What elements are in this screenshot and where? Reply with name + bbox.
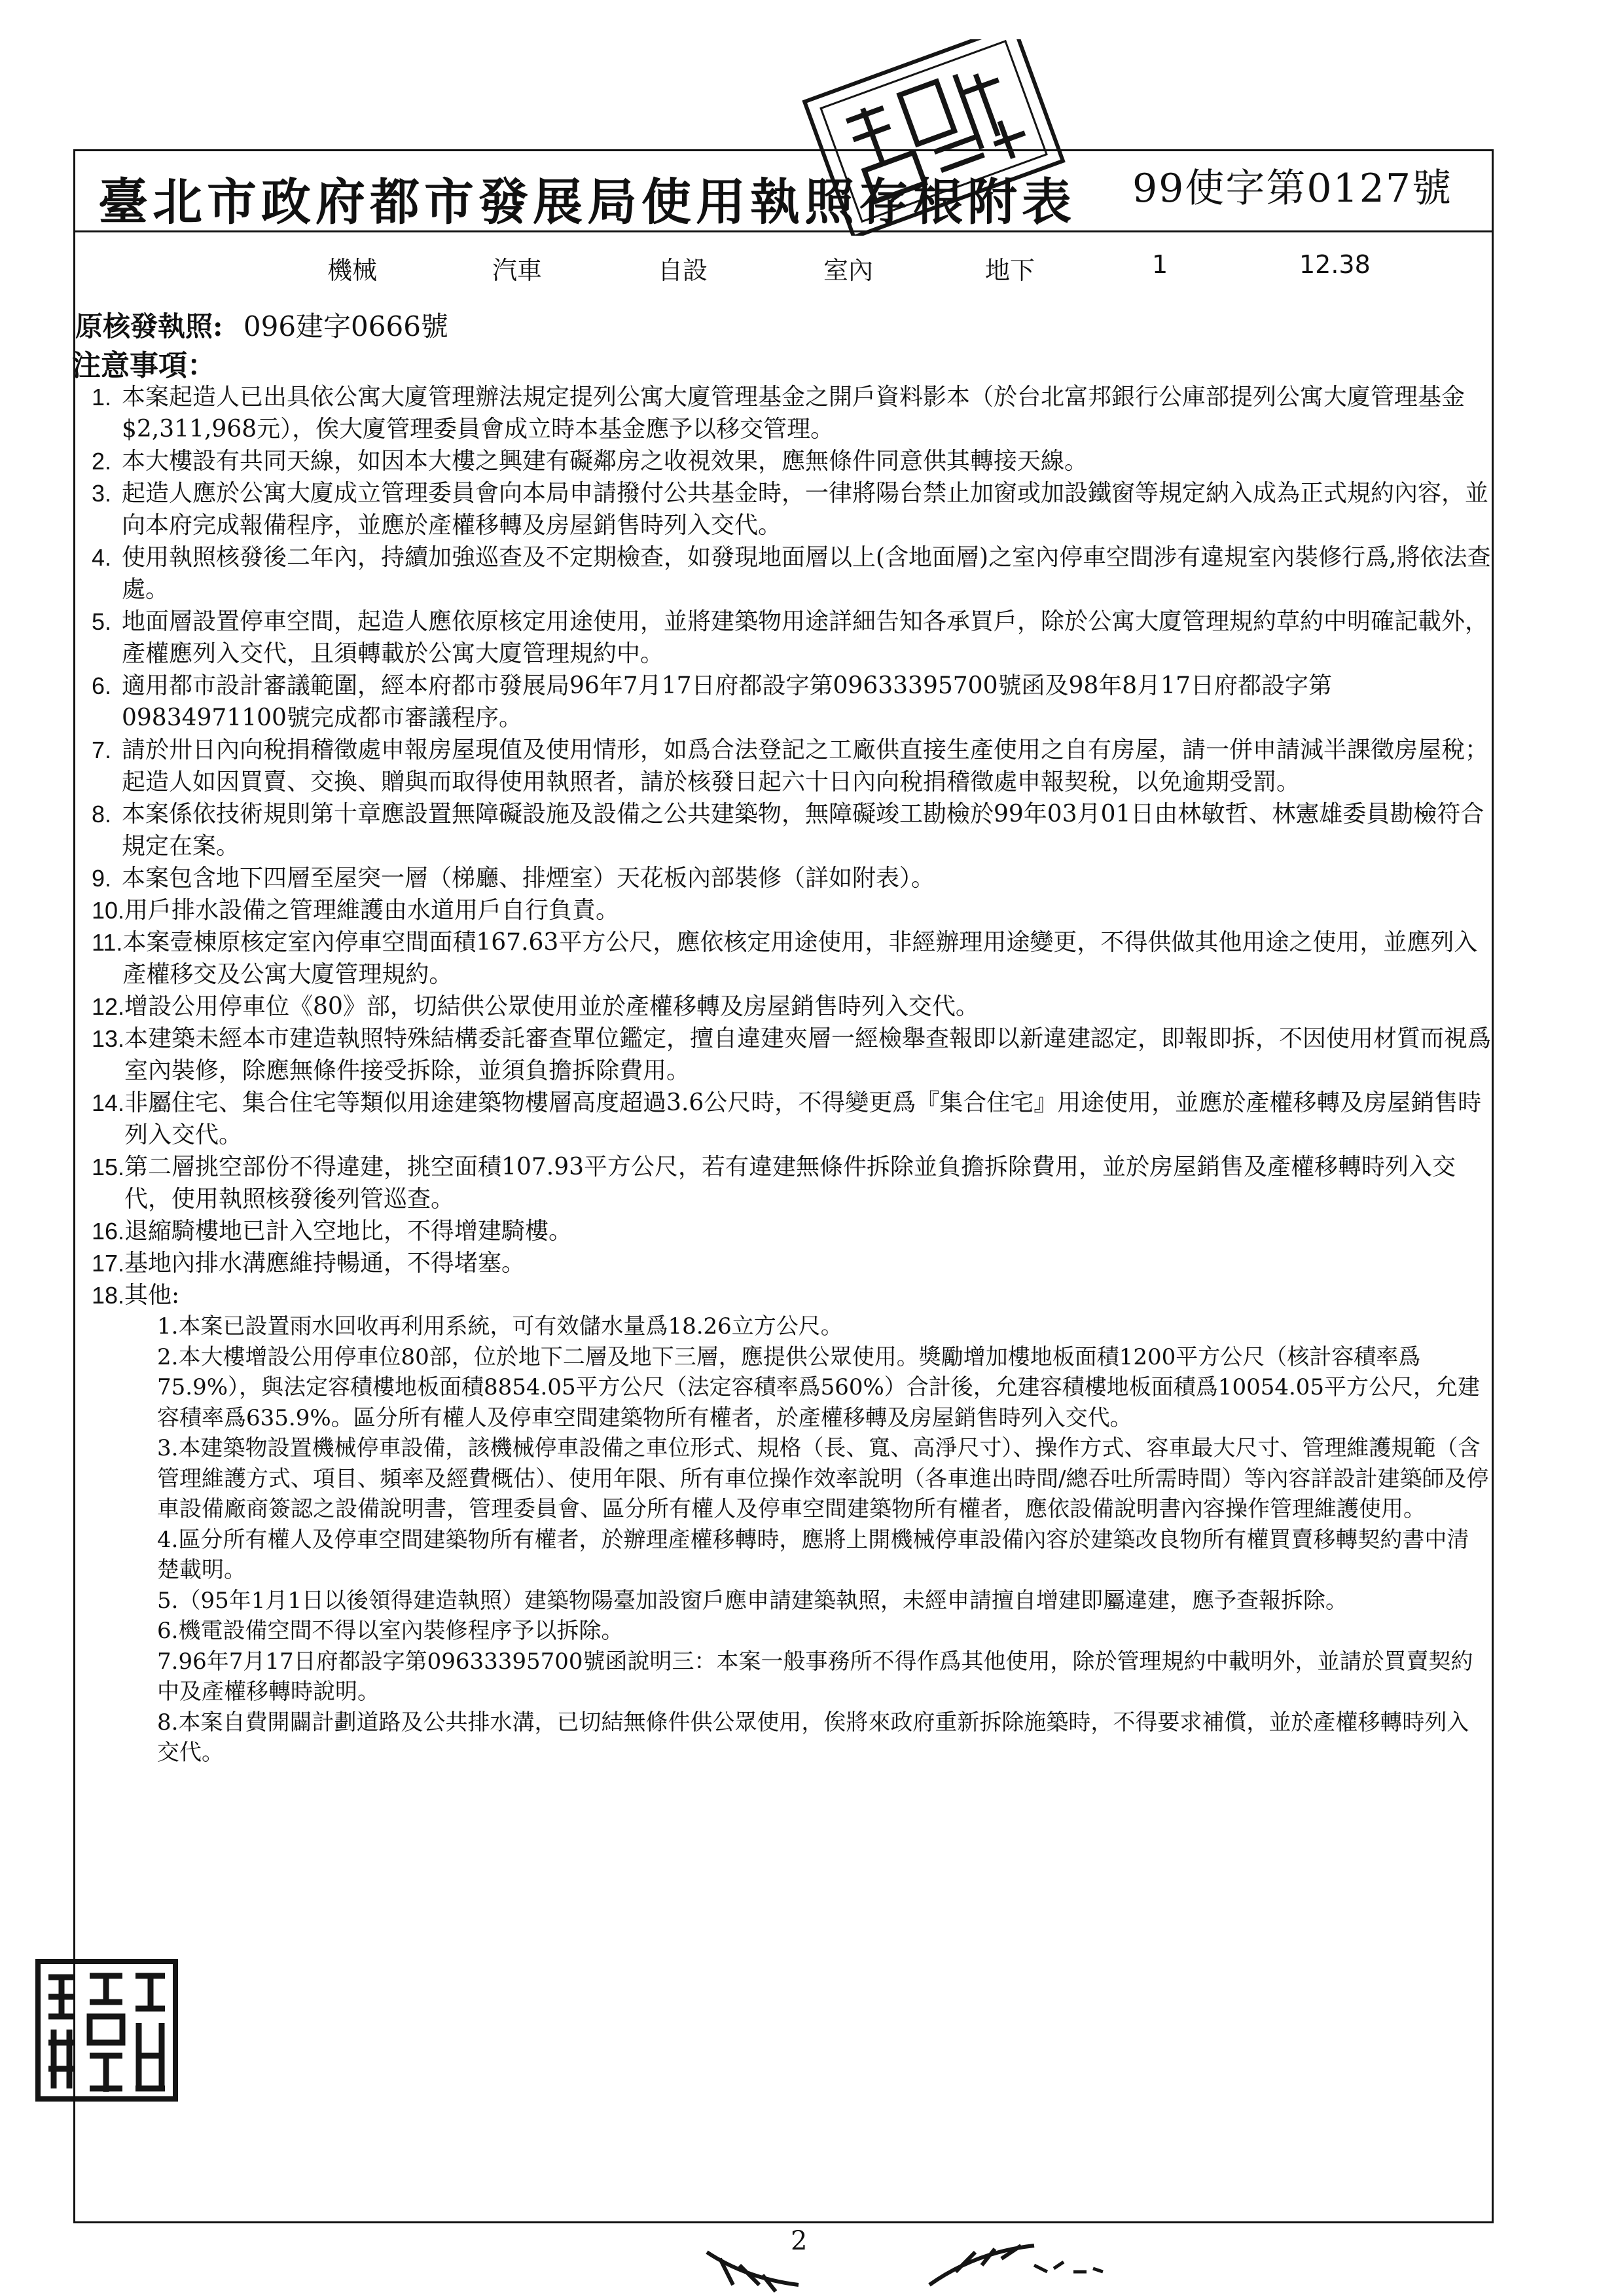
page-number: 2	[791, 2226, 808, 2256]
note-text: 地面層設置停車空間，起造人應依原核定用途使用，並將建築物用途詳細告知各承買戶，除於公寓大廈管理規約草約中明確記載外，產權應列入交代，且須轉載於公寓大廈管理規約中。	[122, 608, 1489, 667]
note-number: 9.	[92, 865, 112, 892]
note-text: 本案起造人已出具依公寓大廈管理辦法規定提列公寓大廈管理基金之開戶資料影本（於台北富邦銀行公庫部提列公寓大廈管理基金$2,311,968元），俟大廈管理委員會成立時本基金應予以移交管理。	[122, 384, 1465, 443]
note-item	[92, 477, 1492, 541]
note-number: 5.	[92, 608, 112, 635]
location-cell: 室內	[823, 256, 874, 285]
note-number: 15.	[92, 1154, 125, 1180]
count-cell: 1	[1152, 250, 1168, 279]
seal-stamp-bottom	[694, 2239, 1139, 2296]
vehicle-type-cell: 汽車	[492, 256, 543, 285]
note-item	[92, 926, 1492, 991]
note-text: 第二層挑空部份不得違建，挑空面積107.93平方公尺，若有違建無條件拆除並負擔拆除費用，並於房屋銷售及產權移轉時列入交代，使用執照核發後列管巡查。	[124, 1154, 1456, 1212]
note-text: 本建築未經本市建造執照特殊結構委託審查單位鑑定，擅自違建夾層一經檢舉查報即以新違建認定，即報即拆，不因使用材質而視爲室內裝修，除應無條件接受拆除，並須負擔拆除費用。	[124, 1025, 1492, 1084]
other-item: 7.96年7月17日府都設字第09633395700號函說明三：本案一般事務所不得作爲其他使用，除於管理規約中載明外，並請於買賣契約中及產權移轉時說明。	[157, 1648, 1473, 1705]
other-item: 5.（95年1月1日以後領得建造執照）建築物陽臺加設窗戶應申請建築執照，未經申請擅自增建即屬違建，應予查報拆除。	[157, 1587, 1348, 1614]
note-item	[92, 862, 1492, 894]
level-cell: 地下	[985, 256, 1035, 285]
provision-cell: 自設	[658, 256, 708, 285]
note-number: 10.	[92, 897, 125, 924]
note-text: 增設公用停車位《80》部，切結供公眾使用並於產權移轉及房屋銷售時列入交代。	[124, 993, 979, 1020]
other-item: 4.區分所有權人及停車空間建築物所有權者，於辦理產權移轉時，應將上開機械停車設備內容於建築改良物所有權買賣移轉契約書中清楚載明。	[157, 1526, 1469, 1583]
note-item	[92, 541, 1492, 606]
note-text: 其他:	[124, 1282, 180, 1309]
note-number: 13.	[92, 1025, 125, 1052]
note-item	[92, 445, 1492, 477]
note-text: 基地內排水溝應維持暢通，不得堵塞。	[124, 1250, 526, 1277]
note-number: 6.	[92, 672, 112, 699]
note-item	[92, 1215, 1492, 1247]
note-number: 16.	[92, 1218, 125, 1245]
note-number: 14.	[92, 1089, 125, 1116]
document-title: 臺北市政府都市發展局使用執照存根附表	[98, 173, 1076, 231]
note-item	[92, 670, 1492, 734]
note-text: 用戶排水設備之管理維護由水道用戶自行負責。	[124, 897, 620, 924]
notes-list	[92, 381, 1492, 1768]
other-item: 2.本大樓增設公用停車位80部，位於地下二層及地下三層，應提供公眾使用。獎勵增加樓地板面積1200平方公尺（核計容積率爲75.9%），與法定容積樓地板面積8854.05平方公尺（法定容積率爲560%）合計後，允建容積樓地板面積爲10054.05平方公尺，允建容積率爲635.9%。區分所有權人及停車空間建築物所有權者，於產權移轉及房屋銷售時列入交代。	[157, 1343, 1481, 1431]
note-text: 本大樓設有共同天線，如因本大樓之興建有礙鄰房之收視效果，應無條件同意供其轉接天線。	[122, 448, 1088, 475]
original-permit-value: 096建字0666號	[243, 310, 448, 342]
note-item	[92, 1279, 1492, 1311]
note-number: 8.	[92, 801, 112, 828]
note-item	[92, 606, 1492, 670]
note-text: 起造人應於公寓大廈成立管理委員會向本局申請撥付公共基金時，一律將陽台禁止加窗或加設鐵窗等規定納入成為正式規約內容，並向本府完成報備程序，並應於產權移轉及房屋銷售時列入交代。	[122, 480, 1489, 539]
other-item: 8.本案自費開闢計劃道路及公共排水溝，已切結無條件供公眾使用，俟將來政府重新拆除施築時，不得要求補償，並於產權移轉時列入交代。	[157, 1709, 1469, 1766]
note-item	[92, 991, 1492, 1023]
permit-number: 99使字第0127號	[1132, 166, 1453, 211]
area-cell: 12.38	[1299, 250, 1371, 279]
note-item	[92, 1247, 1492, 1279]
original-permit-label: 原核發執照:	[75, 310, 223, 342]
note-number: 2.	[92, 448, 112, 475]
note-item	[92, 798, 1492, 862]
other-item: 6.機電設備空間不得以室內裝修程序予以拆除。	[157, 1618, 624, 1644]
parking-type-cell: 機械	[327, 256, 378, 285]
original-permit-line	[75, 305, 448, 344]
note-number: 17.	[92, 1250, 125, 1277]
note-number: 1.	[92, 384, 112, 410]
note-number: 18.	[92, 1282, 125, 1309]
other-item: 3.本建築物設置機械停車設備，該機械停車設備之車位形式、規格（長、寬、高淨尺寸）、操作方式、容車最大尺寸、管理維護規範（含管理維護方式、項目、頻率及經費概估）、使用年限、所有車位操作效率說明（各車進出時間/總吞吐所需時間）等內容詳設計建築師及停車設備廠商簽認之設備說明書，管理委員會、區分所有權人及停車空間建築物所有權者，應依設備說明書內容操作管理維護使用。	[157, 1435, 1489, 1522]
note-text: 本案包含地下四層至屋突一層（梯廳、排煙室）天花板內部裝修（詳如附表）。	[122, 865, 935, 892]
note-text: 本案壹棟原核定室內停車空間面積167.63平方公尺，應依核定用途使用，非經辦理用途變更，不得供做其他用途之使用，並應列入產權移交及公寓大廈管理規約。	[122, 929, 1478, 988]
notes-heading: 注意事項：	[72, 349, 216, 382]
note-item	[92, 1023, 1492, 1087]
note-text: 本案係依技術規則第十章應設置無障礙設施及設備之公共建築物，無障礙竣工勘檢於99年03月01日由林敏哲、林憲雄委員勘檢符合規定在案。	[122, 801, 1484, 860]
note-number: 11.	[92, 929, 123, 956]
other-item: 1.本案已設置雨水回收再利用系統，可有效儲水量爲18.26立方公尺。	[157, 1313, 843, 1339]
note-item	[92, 894, 1492, 926]
note-number: 7.	[92, 737, 112, 763]
note-text: 使用執照核發後二年內，持續加強巡查及不定期檢查，如發現地面層以上(含地面層)之室內停車空間涉有違規室內裝修行爲,將依法查處。	[122, 544, 1491, 603]
other-items-list	[157, 1311, 1489, 1768]
note-text: 適用都市設計審議範圍，經本府都市發展局96年7月17日府都設字第09633395700號函及98年8月17日府都設字第09834971100號完成都市審議程序。	[122, 672, 1332, 731]
note-text: 退縮騎樓地已計入空地比，不得增建騎樓。	[124, 1218, 573, 1245]
note-item	[92, 1151, 1492, 1215]
note-number: 3.	[92, 480, 112, 507]
note-text: 請於卅日內向稅捐稽徵處申報房屋現值及使用情形，如爲合法登記之工廠供直接生產使用之自有房屋，請一併申請減半課徵房屋稅；起造人如因買賣、交換、贈與而取得使用執照者，請於核發日起六十日內向稅捐稽徵處申報契稅，以免逾期受罰。	[122, 737, 1489, 795]
note-text: 非屬住宅、集合住宅等類似用途建築物樓層高度超過3.6公尺時，不得變更爲『集合住宅』用途使用，並應於產權移轉及房屋銷售時列入交代。	[124, 1089, 1482, 1148]
note-item	[92, 1087, 1492, 1151]
note-item	[92, 381, 1492, 445]
note-number: 4.	[92, 544, 112, 571]
note-item	[92, 734, 1492, 798]
note-number: 12.	[92, 993, 125, 1020]
